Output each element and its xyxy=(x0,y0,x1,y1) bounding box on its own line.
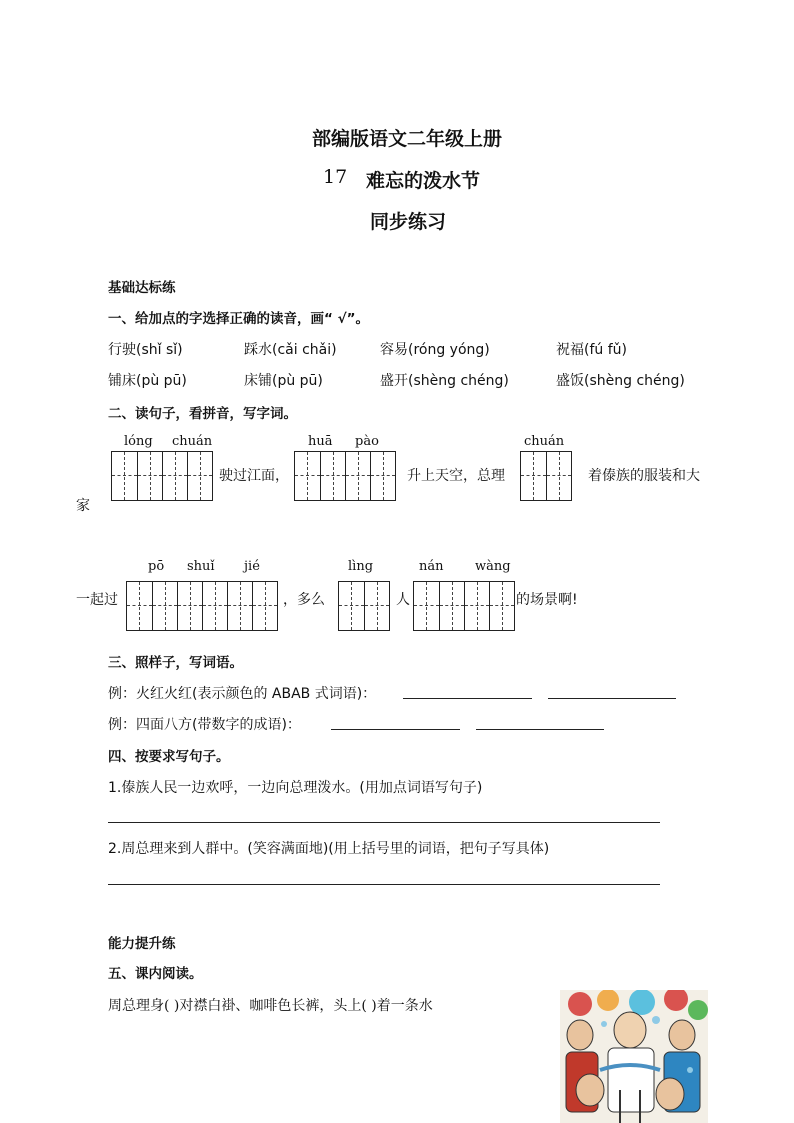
q1-item: 祝福(fú fǔ) xyxy=(556,342,627,358)
grid-cell[interactable] xyxy=(252,582,277,630)
q1-title: 一、给加点的字选择正确的读音，画“ √”。 xyxy=(108,311,369,327)
q1-item: 铺床(pù pū) xyxy=(108,373,187,389)
sentence-text: 的场景啊! xyxy=(516,592,578,608)
grid-cell[interactable] xyxy=(546,452,571,500)
grid-cell[interactable] xyxy=(320,452,345,500)
grid-cell[interactable] xyxy=(112,452,137,500)
writing-grid-chuan[interactable] xyxy=(520,451,572,501)
sentence-text: ，多么 xyxy=(283,592,325,608)
grid-cell[interactable] xyxy=(339,582,364,630)
lesson-title: 难忘的泼水节 xyxy=(366,170,481,192)
pinyin: pō xyxy=(148,559,165,574)
grid-cell[interactable] xyxy=(364,582,389,630)
writing-grid-nanwang[interactable] xyxy=(413,581,515,631)
q1-item: 盛开(shèng chéng) xyxy=(380,373,509,389)
q4-title: 四、按要求写句子。 xyxy=(108,749,230,765)
answer-line[interactable] xyxy=(108,822,660,823)
pinyin: jié xyxy=(244,559,260,574)
grid-cell[interactable] xyxy=(521,452,546,500)
page-subtitle: 同步练习 xyxy=(370,211,447,233)
q1-item: 容易(róng yóng) xyxy=(380,342,490,358)
pinyin: lóng xyxy=(124,434,153,449)
writing-grid-longchuan[interactable] xyxy=(111,451,213,501)
grid-cell[interactable] xyxy=(137,452,162,500)
pinyin: chuán xyxy=(172,434,213,449)
grid-cell[interactable] xyxy=(439,582,464,630)
pinyin: wàng xyxy=(475,559,511,574)
sentence-text: 家 xyxy=(76,498,90,514)
q1-item: 盛饭(shèng chéng) xyxy=(556,373,685,389)
pinyin: lìng xyxy=(348,559,374,574)
answer-line[interactable] xyxy=(476,729,604,730)
pinyin: pào xyxy=(355,434,379,449)
q1-item: 行驶(shǐ sǐ) xyxy=(108,342,183,358)
q3-example: 例：四面八方(带数字的成语)： xyxy=(108,717,301,733)
page-title: 部编版语文二年级上册 xyxy=(312,128,503,150)
q5-title: 五、课内阅读。 xyxy=(108,966,203,982)
sentence-text: 升上天空，总理 xyxy=(407,468,505,484)
q2-title: 二、读句子，看拼音，写字词。 xyxy=(108,406,297,422)
grid-cell[interactable] xyxy=(489,582,514,630)
sentence-text: 一起过 xyxy=(76,592,118,608)
q3-title: 三、照样子，写词语。 xyxy=(108,655,243,671)
grid-cell[interactable] xyxy=(227,582,252,630)
sentence-text: 人 xyxy=(396,592,410,608)
writing-grid-poshuijie[interactable] xyxy=(126,581,278,631)
q4-sentence: 2.周总理来到人群中。(笑容满面地)(用上括号里的词语，把句子写具体) xyxy=(108,841,550,857)
q4-sentence: 1.傣族人民一边欢呼，一边向总理泼水。(用加点词语写句子) xyxy=(108,780,483,796)
grid-cell[interactable] xyxy=(162,452,187,500)
answer-line[interactable] xyxy=(548,698,676,699)
grid-cell[interactable] xyxy=(202,582,227,630)
writing-grid-huapao[interactable] xyxy=(294,451,396,501)
lesson-number: 17 xyxy=(323,166,348,188)
grid-cell[interactable] xyxy=(187,452,212,500)
grid-cell[interactable] xyxy=(152,582,177,630)
grid-cell[interactable] xyxy=(345,452,370,500)
grid-cell[interactable] xyxy=(414,582,439,630)
grid-cell[interactable] xyxy=(370,452,395,500)
section-heading-basic: 基础达标练 xyxy=(108,280,176,296)
answer-line[interactable] xyxy=(403,698,532,699)
q1-item: 床铺(pù pū) xyxy=(244,373,323,389)
pinyin: huā xyxy=(308,434,333,449)
sentence-text: 着傣族的服装和大 xyxy=(588,468,700,484)
writing-grid-ling[interactable] xyxy=(338,581,390,631)
reading-text: 周总理身( )对襟白褂、咖啡色长裤，头上( )着一条水 xyxy=(108,998,433,1014)
grid-cell[interactable] xyxy=(127,582,152,630)
festival-illustration xyxy=(560,990,708,1123)
answer-line[interactable] xyxy=(331,729,460,730)
sentence-text: 驶过江面， xyxy=(219,468,289,484)
q3-example: 例：火红火红(表示颜色的 ABAB 式词语)： xyxy=(108,686,377,702)
grid-cell[interactable] xyxy=(177,582,202,630)
grid-cell[interactable] xyxy=(295,452,320,500)
pinyin: shuǐ xyxy=(187,559,215,574)
q1-item: 踩水(cǎi chǎi) xyxy=(244,342,337,358)
pinyin: nán xyxy=(419,559,444,574)
answer-line[interactable] xyxy=(108,884,660,885)
grid-cell[interactable] xyxy=(464,582,489,630)
section-heading-advanced: 能力提升练 xyxy=(108,936,176,952)
pinyin: chuán xyxy=(524,434,565,449)
